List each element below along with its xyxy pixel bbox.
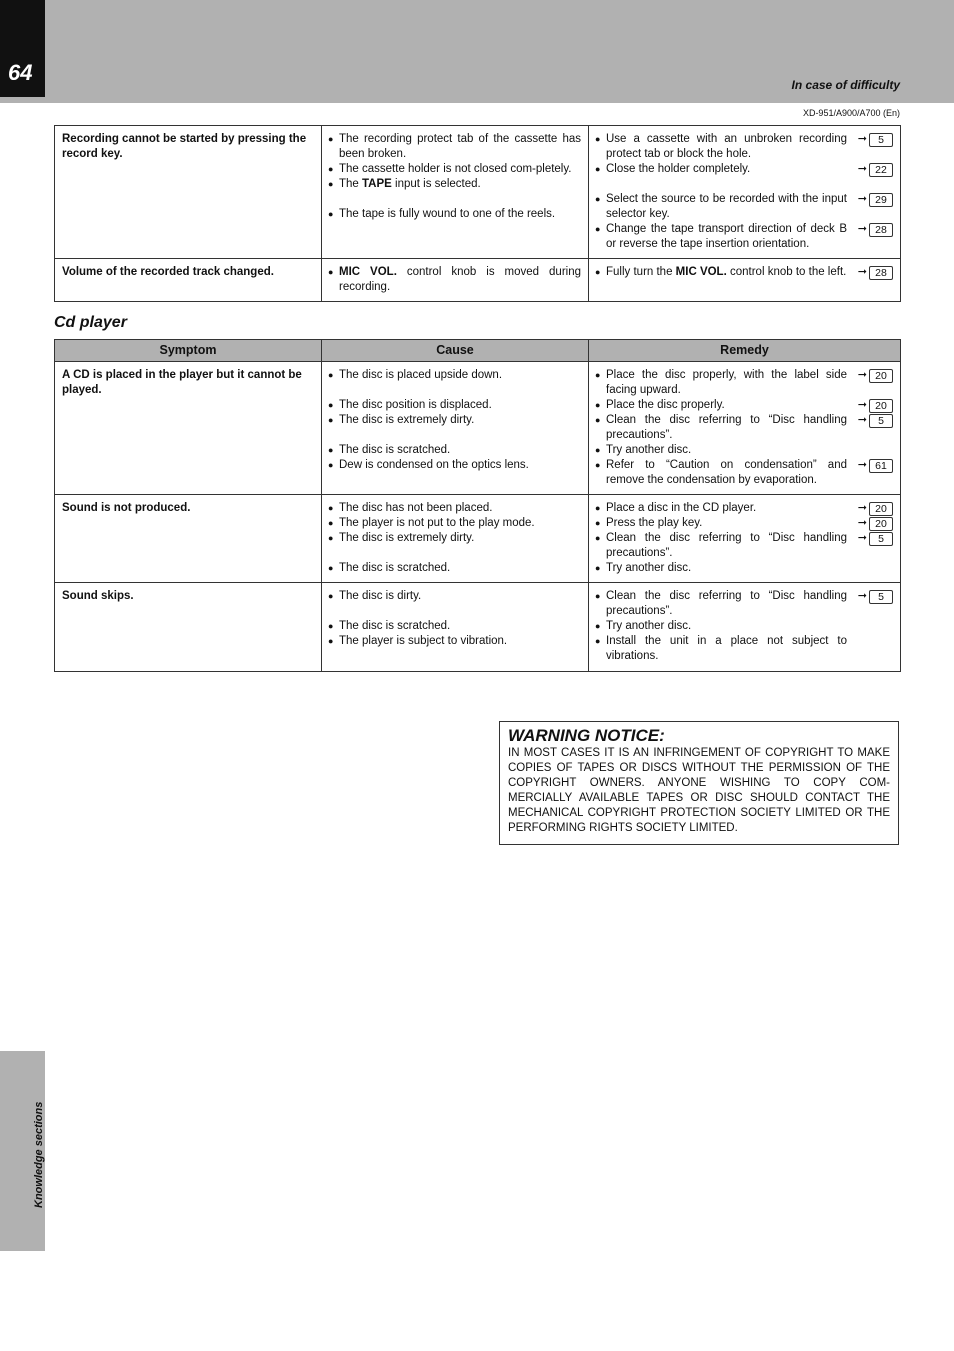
book-page-icon: 5 [869, 532, 893, 546]
cause-item: ● The disc is extremely dirty. [329, 531, 581, 546]
book-page-icon: 28 [869, 223, 893, 237]
arrow-right-icon: ➞ [857, 502, 867, 514]
side-tab-label: Knowledge sections [33, 1101, 45, 1208]
cause-item: ● The disc is extremely dirty. [329, 413, 581, 428]
table-row [55, 126, 901, 259]
table-header-row [55, 340, 901, 362]
arrow-right-icon: ➞ [857, 266, 867, 278]
remedy-item: ● Refer to “Caution on condensation” and remove the condensation by evaporation. ➞ 61 [596, 458, 847, 488]
warning-body: IN MOST CASES IT IS AN INFRINGEMENT OF COPYRIGHT TO MAKE COPIES OF TAPES OR DISCS WITHOUT THE PERMISSION OF THE COPYRIGHT OWNERS. ANYONE WISHING TO COPY COM-MERCIALLY AVAILABLE TAPES OR DISC SHOULD CONTACT THE MECHANICAL COPYRIGHT PROTECTION SOCIETY LIMITED OR THE PERFORMING RIGHTS SOCIETY LIMITED. [508, 747, 890, 834]
remedy-cell [589, 495, 901, 583]
cause-cell [322, 583, 589, 672]
cause-cell [322, 126, 589, 259]
remedy-item: ● Press the play key. ➞ 20 [596, 516, 847, 531]
cause-item: ● The disc has not been placed. [329, 501, 581, 516]
page-ref [858, 398, 893, 413]
page-number-box [0, 0, 45, 97]
book-page-icon: 29 [869, 193, 893, 207]
remedy-item: ● Try another disc. [596, 561, 847, 576]
cd-player-heading: Cd player [54, 314, 127, 331]
arrow-right-icon: ➞ [857, 223, 867, 235]
table-row [55, 259, 901, 302]
remedy-item: ● Place the disc properly, with the label side facing upward. ➞ 20 [596, 368, 847, 398]
page-ref [858, 132, 893, 147]
warning-title: WARNING NOTICE: [508, 726, 665, 745]
book-page-icon: 20 [869, 502, 893, 516]
cause-item: ● The tape is fully wound to one of the reels. [329, 207, 581, 222]
remedy-cell [589, 583, 901, 672]
cd-troubleshooting-table [54, 339, 901, 672]
arrow-right-icon: ➞ [857, 163, 867, 175]
page-ref [858, 222, 893, 237]
arrow-right-icon: ➞ [857, 193, 867, 205]
page-ref [858, 501, 893, 516]
page-number: 64 [8, 60, 33, 85]
table-row [55, 362, 901, 495]
remedy-item: ● Close the holder completely. ➞ 22 [596, 162, 847, 177]
remedy-cell [589, 126, 901, 259]
warning-notice-box [499, 721, 899, 845]
remedy-item: ● Select the source to be recorded with the input selector key. ➞ 29 [596, 192, 847, 222]
arrow-right-icon: ➞ [857, 517, 867, 529]
remedy-item: ● Try another disc. [596, 443, 847, 458]
cause-item: ● The disc is scratched. [329, 561, 581, 576]
page-ref [858, 589, 893, 604]
book-page-icon: 5 [869, 414, 893, 428]
symptom-cell: Volume of the recorded track changed. [55, 259, 322, 302]
book-page-icon: 20 [869, 399, 893, 413]
symptom-cell: Sound skips. [55, 583, 322, 672]
cause-item: ● Dew is condensed on the optics lens. [329, 458, 581, 473]
cause-item: ● The player is subject to vibration. [329, 634, 581, 649]
table-row [55, 495, 901, 583]
cause-item: ● The disc is placed upside down. [329, 368, 581, 383]
arrow-right-icon: ➞ [857, 459, 867, 471]
cause-cell [322, 259, 589, 302]
table-row [55, 583, 901, 672]
book-page-icon: 28 [869, 266, 893, 280]
arrow-right-icon: ➞ [857, 399, 867, 411]
cause-item: ● The cassette holder is not closed com-pletely. [329, 162, 581, 177]
model-number: XD-951/A900/A700 (En) [802, 108, 900, 118]
arrow-right-icon: ➞ [857, 369, 867, 381]
remedy-item: ● Change the tape transport direction of deck B or reverse the tape insertion orientation. ➞ 28 [596, 222, 847, 252]
book-page-icon: 22 [869, 163, 893, 177]
column-header-remedy: Remedy [589, 340, 901, 362]
symptom-cell: A CD is placed in the player but it cannot be played. [55, 362, 322, 495]
page-ref [858, 368, 893, 383]
column-header-symptom: Symptom [55, 340, 322, 362]
page-ref [858, 265, 893, 280]
section-title: In case of difficulty [791, 78, 900, 92]
page-ref [858, 413, 893, 428]
remedy-item: ● Use a cassette with an unbroken recording protect tab or block the hole. ➞ 5 [596, 132, 847, 162]
cause-item: ● MIC VOL. control knob is moved during recording. [329, 265, 581, 295]
remedy-item: ● Place a disc in the CD player. ➞ 20 [596, 501, 847, 516]
page-ref [858, 531, 893, 546]
cause-item: ● The disc is dirty. [329, 589, 581, 604]
tape-troubleshooting-table [54, 125, 901, 302]
remedy-cell [589, 259, 901, 302]
cause-item: ● The disc position is displaced. [329, 398, 581, 413]
remedy-item: ● Clean the disc referring to “Disc handling precautions”. ➞ 5 [596, 589, 847, 619]
arrow-right-icon: ➞ [857, 590, 867, 602]
page-ref [858, 458, 893, 473]
book-page-icon: 5 [869, 590, 893, 604]
cause-item: ● The disc is scratched. [329, 443, 581, 458]
cause-item: ● The disc is scratched. [329, 619, 581, 634]
remedy-item: ● Place the disc properly. ➞ 20 [596, 398, 847, 413]
cause-item: ● The TAPE input is selected. [329, 177, 581, 192]
cause-cell [322, 495, 589, 583]
arrow-right-icon: ➞ [857, 532, 867, 544]
book-page-icon: 20 [869, 517, 893, 531]
symptom-cell: Sound is not produced. [55, 495, 322, 583]
symptom-cell: Recording cannot be started by pressing the record key. [55, 126, 322, 259]
arrow-right-icon: ➞ [857, 414, 867, 426]
remedy-item: ● Clean the disc referring to “Disc handling precautions”. ➞ 5 [596, 413, 847, 443]
book-page-icon: 20 [869, 369, 893, 383]
page-ref [858, 162, 893, 177]
page-ref [858, 516, 893, 531]
page-ref [858, 192, 893, 207]
cause-item: ● The player is not put to the play mode. [329, 516, 581, 531]
cause-cell [322, 362, 589, 495]
remedy-item: ● Try another disc. [596, 619, 847, 634]
remedy-cell [589, 362, 901, 495]
column-header-cause: Cause [322, 340, 589, 362]
remedy-item: ● Fully turn the MIC VOL. control knob to the left. ➞ 28 [596, 265, 847, 280]
arrow-right-icon: ➞ [857, 133, 867, 145]
book-page-icon: 5 [869, 133, 893, 147]
cause-item: ● The recording protect tab of the cassette has been broken. [329, 132, 581, 162]
remedy-item: ● Install the unit in a place not subject to vibrations. [596, 634, 847, 664]
remedy-item: ● Clean the disc referring to “Disc handling precautions”. ➞ 5 [596, 531, 847, 561]
book-page-icon: 61 [869, 459, 893, 473]
